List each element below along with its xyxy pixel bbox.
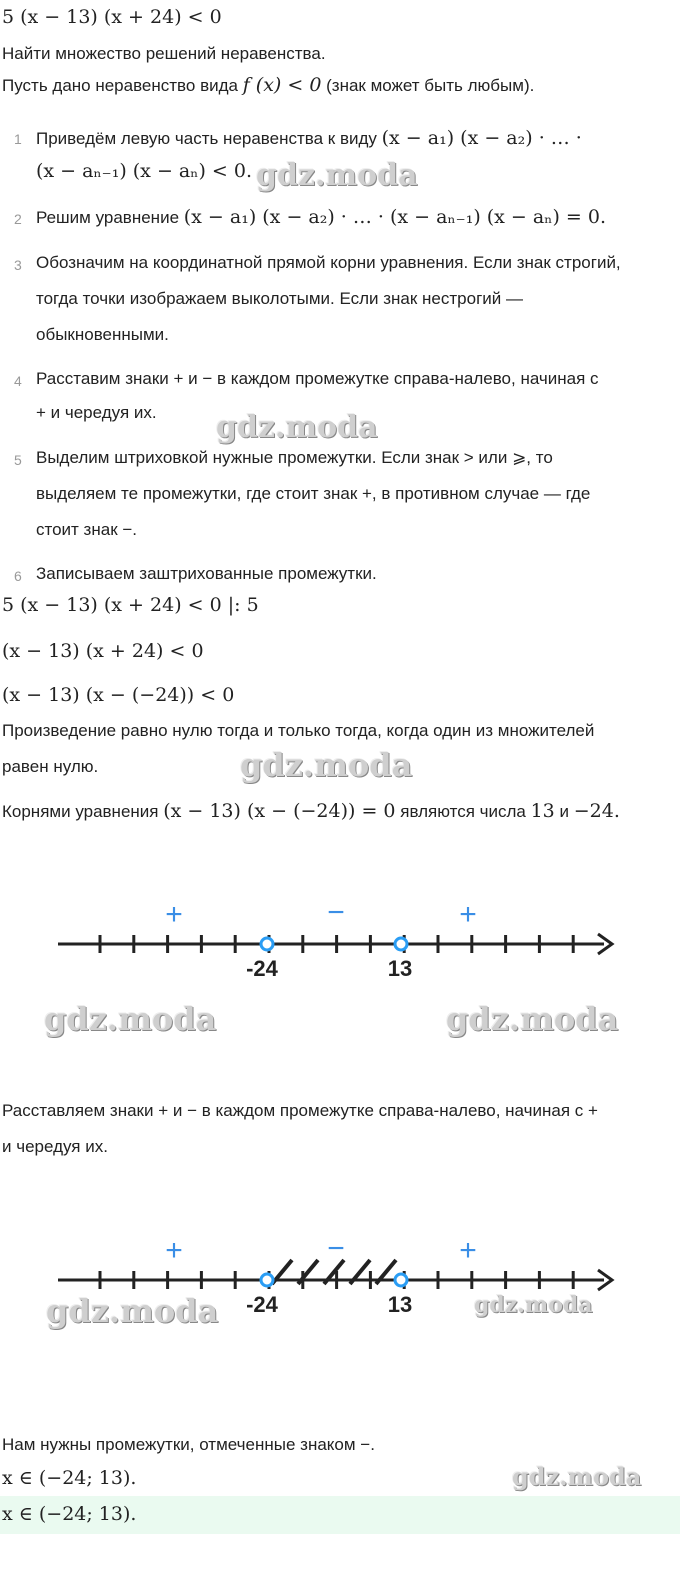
answer-text: x ∈ (−24; 13). [2, 1503, 137, 1525]
watermark: gdz.moda [46, 1292, 219, 1330]
signs-line-1: Расставляем знаки + и − в каждом промежутке справа-налево, начиная с + [2, 1101, 598, 1120]
task-text: Найти множество решений неравенства. [2, 44, 326, 63]
plus-sign: + [459, 1234, 477, 1267]
intro-function: f (x) < 0 [242, 74, 322, 96]
plus-sign: + [459, 898, 477, 931]
watermark: gdz.moda [512, 1462, 642, 1491]
zero-product-line-1: Произведение равно нулю тогда и только тогда, когда один из множителей [2, 721, 595, 740]
step-1-math-b: (x − aₙ₋₁) (x − aₙ) < 0. [36, 160, 252, 182]
equation-rewritten: (x − 13) (x − (−24)) < 0 [2, 684, 235, 706]
minus-sign: − [327, 896, 345, 929]
step-2-line [36, 206, 606, 228]
step-4-line-2: + и чередуя их. [36, 403, 157, 422]
step-1-math-a: (x − a₁) (x − a₂) · … · [381, 127, 582, 149]
step-3-line-3: обыкновенными. [36, 325, 169, 344]
watermark: gdz.moda [474, 1292, 593, 1318]
step-number: 2 [14, 211, 22, 227]
step-4-line-1: Расставим знаки + и − в каждом промежутке справа-налево, начиная с [36, 369, 599, 388]
step-number: 6 [14, 568, 22, 584]
label-13: 13 [387, 956, 413, 981]
watermark: gdz.moda [256, 158, 418, 193]
equation-simplified: (x − 13) (x + 24) < 0 [2, 640, 204, 662]
step-5-line-3: стоит знак −. [36, 520, 138, 539]
step-1-text: Приведём левую часть неравенства к виду [36, 129, 382, 148]
point-13 [395, 938, 407, 950]
step-2-text: Решим уравнение [36, 208, 184, 227]
step-3-line-2: тогда точки изображаем выколотыми. Если знак нестрогий — [36, 289, 523, 308]
label-minus-24: -24 [246, 1292, 278, 1317]
watermark: gdz.moda [446, 1000, 619, 1038]
label-13: 13 [387, 1292, 413, 1317]
step-number: 5 [14, 452, 22, 468]
step-2-math: (x − a₁) (x − a₂) · … · (x − aₙ₋₁) (x − aₙ) = 0. [183, 206, 606, 228]
intro-part-b: (знак может быть любым). [321, 76, 535, 95]
step-5-line-1: Выделим штриховкой нужные промежутки. Если знак > или ⩾, то [36, 448, 553, 467]
roots-and: и [554, 802, 574, 821]
roots-text-a: Корнями уравнения [2, 802, 164, 821]
roots-equation: (x − 13) (x − (−24)) = 0 [163, 800, 396, 822]
intro-part-a: Пусть дано неравенство вида [2, 76, 243, 95]
watermark: gdz.moda [44, 1000, 217, 1038]
step-number: 3 [14, 257, 22, 273]
needed-intervals-text: Нам нужны промежутки, отмеченные знаком −. [2, 1435, 375, 1454]
point-minus-24 [261, 1274, 273, 1286]
equation-divide: 5 (x − 13) (x + 24) < 0 |: 5 [2, 594, 259, 616]
roots-line [2, 800, 620, 822]
step-number: 4 [14, 373, 22, 389]
signs-line-2: и чередуя их. [2, 1137, 108, 1156]
zero-product-line-2: равен нулю. [2, 757, 99, 776]
result-line: x ∈ (−24; 13). [2, 1467, 137, 1489]
point-minus-24 [261, 938, 273, 950]
step-1-line-1 [36, 127, 582, 149]
step-3-line-1: Обозначим на координатной прямой корни уравнения. Если знак строгий, [36, 253, 621, 272]
step-6-line-1: Записываем заштрихованные промежутки. [36, 564, 377, 583]
watermark: gdz.moda [216, 410, 378, 445]
label-minus-24: -24 [246, 956, 278, 981]
plus-sign: + [165, 898, 183, 931]
point-13 [395, 1274, 407, 1286]
root-minus-24: −24. [573, 800, 620, 822]
intro-text [2, 74, 534, 96]
root-13: 13 [530, 800, 555, 822]
watermark: gdz.moda [240, 746, 413, 784]
number-line-roots [0, 890, 680, 990]
step-5-line-2: выделяем те промежутки, где стоит знак +, в противном случае — где [36, 484, 591, 503]
minus-sign: − [327, 1232, 345, 1265]
plus-sign: + [165, 1234, 183, 1267]
step-number: 1 [14, 131, 22, 147]
inequality-title: 5 (x − 13) (x + 24) < 0 [2, 6, 222, 28]
roots-text-b: являются числа [395, 802, 531, 821]
